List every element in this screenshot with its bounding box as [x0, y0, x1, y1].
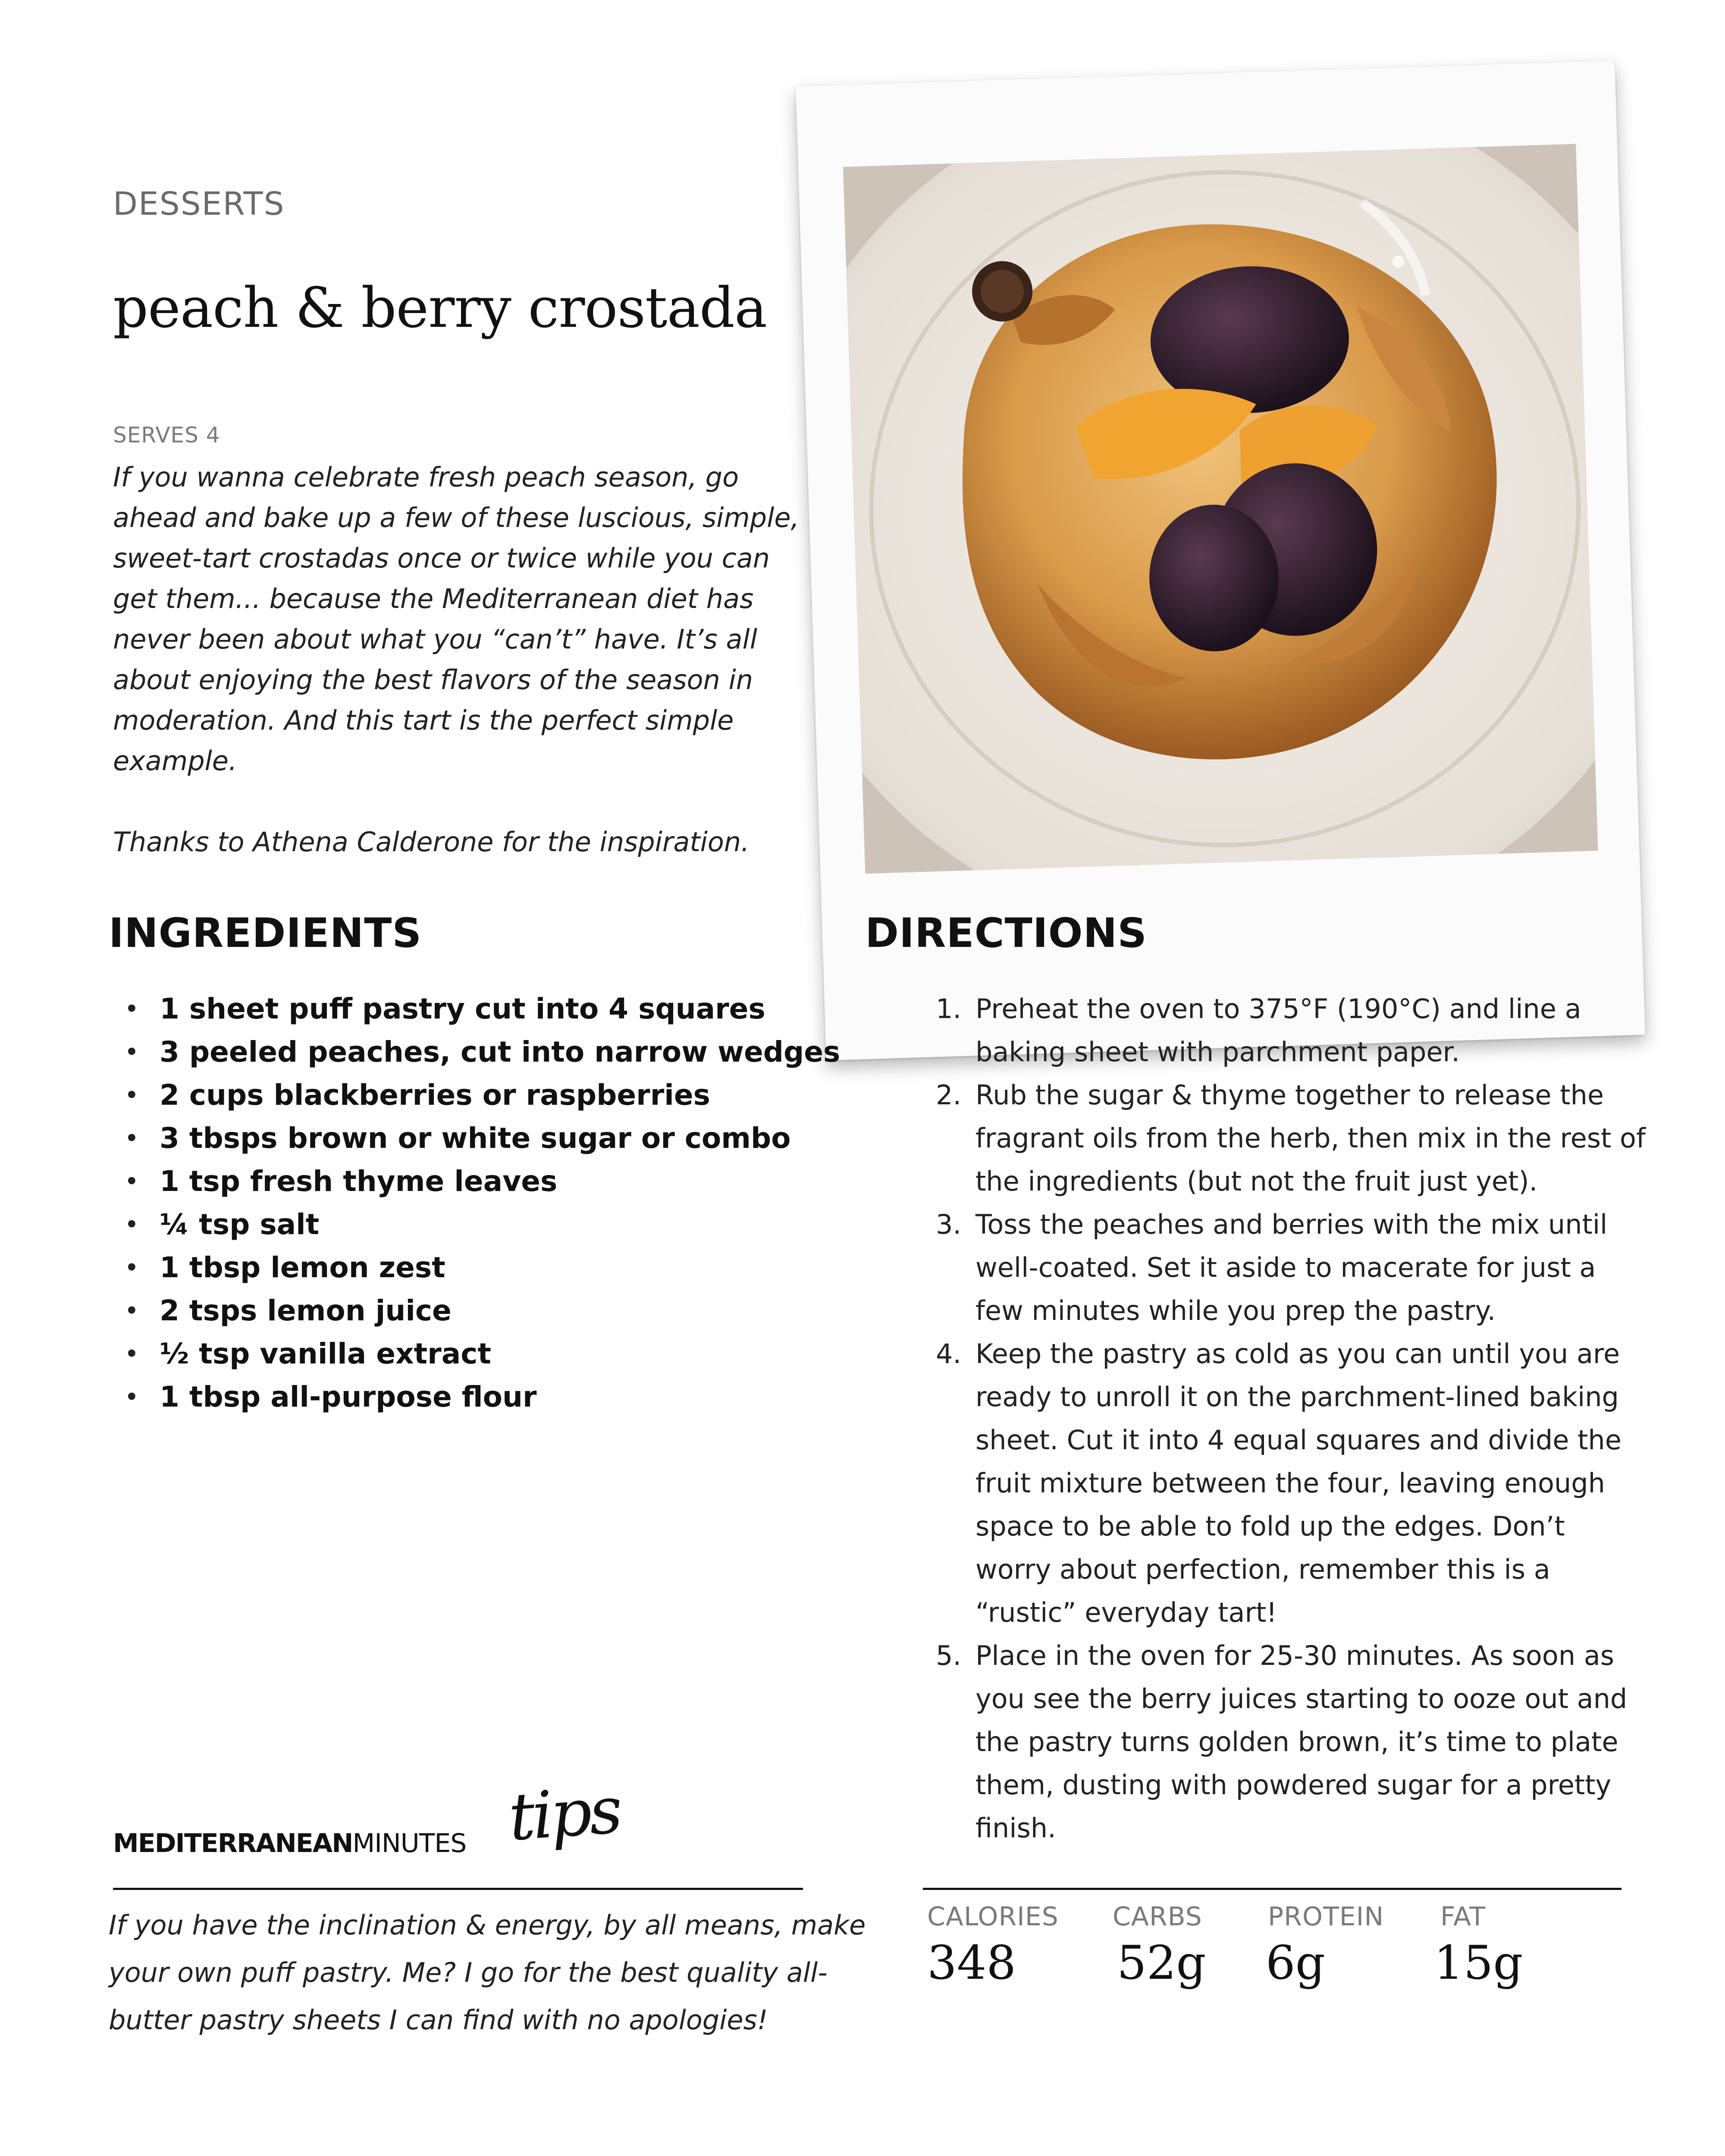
ingredients-heading: INGREDIENTS [109, 910, 422, 957]
step-number: 1. [936, 993, 962, 1025]
intro-paragraph: If you wanna celebrate fresh peach season, go ahead and bake up a few of these luscious, simple, sweet-tart crostadas once or twice while you can get them... because the Mediterranean diet has never been about what you “can’t” have. It’s all about enjoying the best flavors of the season in moderation. And this tart is the perfect simple example. [113, 461, 800, 777]
ingredient-item: • 3 tbsps brown or white sugar or combo [125, 1117, 840, 1160]
ingredient-item: • 1 sheet puff pastry cut into 4 squares [125, 987, 840, 1031]
direction-step [936, 1332, 1647, 1634]
directions-heading: DIRECTIONS [865, 910, 1147, 957]
ingredient-item: • 3 peeled peaches, cut into narrow wedges [125, 1031, 840, 1074]
calories-value: 348 [927, 1936, 1016, 1990]
step-text: Place in the oven for 25-30 minutes. As soon as you see the berry juices starting to ooze out and the pastry turns golden brown, it’s time to plate them, dusting with powdered sugar for a pretty finish. [975, 1640, 1628, 1844]
ingredient-item: • ¼ tsp salt [125, 1203, 840, 1246]
intro-text [113, 457, 820, 862]
crostada-illustration [843, 144, 1598, 874]
ingredient-item: • 1 tsp fresh thyme leaves [125, 1160, 840, 1203]
serves-count: SERVES 4 [113, 423, 220, 448]
ingredient-item: • 1 tbsp lemon zest [125, 1246, 840, 1289]
step-text: Rub the sugar & thyme together to release the fragrant oils from the herb, then mix in the rest of the ingredients (but not the fruit just yet). [975, 1079, 1646, 1197]
step-number: 5. [936, 1640, 962, 1671]
direction-step [936, 1634, 1647, 1850]
carbs-label: CARBS [1113, 1902, 1202, 1932]
intro-credit: Thanks to Athena Calderone for the inspiration. [113, 826, 750, 858]
ingredient-item: • 2 tsps lemon juice [125, 1289, 840, 1332]
step-number: 4. [936, 1338, 962, 1369]
calories-label: CALORIES [927, 1902, 1059, 1932]
fat-value: 15g [1434, 1936, 1523, 1990]
step-number: 2. [936, 1079, 962, 1111]
step-number: 3. [936, 1209, 962, 1240]
direction-step [936, 1074, 1647, 1203]
recipe-title: peach & berry crostada [113, 276, 767, 340]
protein-label: PROTEIN [1268, 1902, 1384, 1932]
ingredient-item: • ½ tsp vanilla extract [125, 1332, 840, 1376]
step-text: Toss the peaches and berries with the mix until well-coated. Set it aside to macerate for just a few minutes while you prep the pastry. [975, 1209, 1608, 1326]
protein-value: 6g [1266, 1936, 1325, 1990]
tips-label: tips [506, 1773, 623, 1855]
category-label: DESSERTS [113, 185, 285, 222]
nutrition-divider [923, 1888, 1622, 1890]
ingredient-item: • 1 tbsp all-purpose flour [125, 1376, 840, 1419]
tips-divider [113, 1888, 803, 1890]
brand-name-bold: MEDITERRANEAN [113, 1828, 353, 1858]
step-text: Keep the pastry as cold as you can until you are ready to unroll it on the parchment-lined baking sheet. Cut it into 4 equal squares and divide the fruit mixture between the four, leaving enough space to be able to fold up the edges. Don’t worry about perfection, remember this is a “rustic” everyday tart! [975, 1338, 1622, 1628]
ingredient-item: • 2 cups blackberries or raspberries [125, 1074, 840, 1117]
crostada-photo [843, 144, 1598, 874]
direction-step [936, 987, 1647, 1074]
carbs-value: 52g [1117, 1936, 1206, 1990]
directions-list [936, 987, 1647, 1850]
brand-name-light: MINUTES [352, 1828, 467, 1858]
brand-logo [113, 1828, 466, 1858]
direction-step [936, 1203, 1647, 1332]
fat-label: FAT [1440, 1902, 1486, 1932]
ingredients-list [125, 987, 840, 1419]
step-text: Preheat the oven to 375°F (190°C) and line a baking sheet with parchment paper. [975, 993, 1581, 1068]
tip-text: If you have the inclination & energy, by all means, make your own puff pastry. Me? I go for the best quality all-butter pastry sheets I can find with no apologies! [109, 1909, 866, 2036]
